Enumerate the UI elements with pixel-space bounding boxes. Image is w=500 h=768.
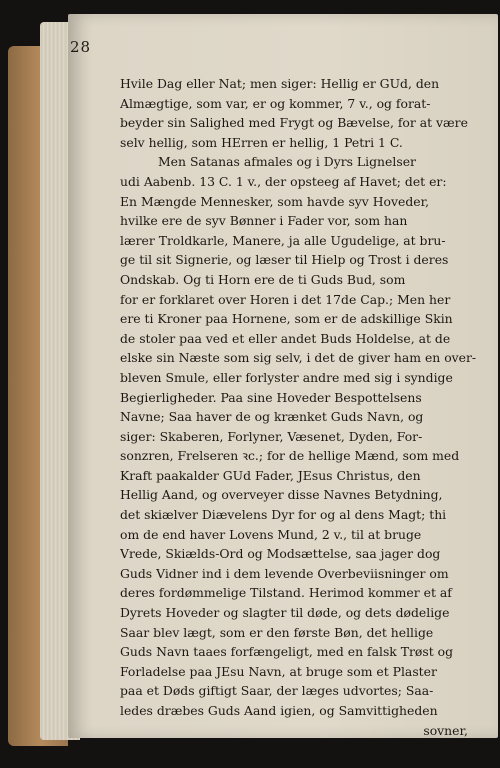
text-line: Guds Vidner ind i dem levende Overbeviisninger om — [120, 565, 449, 581]
text-line: Forladelse paa JEsu Navn, at bruge som et Plaster — [120, 663, 437, 679]
text-line: deres fordømmelige Tilstand. Herimod kommer et af — [120, 585, 452, 601]
text-line: hvilke ere de syv Bønner i Fader vor, som han — [120, 213, 408, 229]
text-line: om de end haver Lovens Mund, 2 v., til at bruge — [120, 526, 422, 542]
catchword: sovner, — [423, 722, 468, 738]
text-line: Hellig Aand, og overveyer disse Navnes Betydning, — [120, 487, 443, 503]
text-line: beyder sin Salighed med Frygt og Bævelse, for at være — [120, 115, 468, 131]
text-line: paa et Døds giftigt Saar, der læges udvortes; Saa- — [120, 683, 434, 699]
text-line: Navne; Saa haver de og krænket Guds Navn, og — [120, 409, 424, 425]
text-line: elske sin Næste som sig selv, i det de giver ham en over- — [120, 350, 477, 366]
text-line: for er forklaret over Horen i det 17de Cap.; Men her — [120, 291, 451, 307]
text-line: bleven Smule, eller forlyster andre med sig i syndige — [120, 369, 453, 385]
text-line: lærer Troldkarle, Manere, ja alle Ugudelige, at bru- — [120, 232, 446, 248]
text-line: Begierligheder. Paa sine Hoveder Bespottelsens — [120, 389, 422, 405]
text-line: siger: Skaberen, Forlyner, Væsenet, Dyden, For- — [120, 428, 423, 444]
text-line: de stoler paa ved et eller andet Buds Holdelse, at de — [120, 330, 451, 346]
text-line: Almægtige, som var, er og kommer, 7 v., og forat- — [120, 95, 431, 111]
text-line: En Mængde Mennesker, som havde syv Hoveder, — [120, 193, 430, 209]
text-line: selv hellig, som HErren er hellig, 1 Petri 1 C. — [120, 134, 403, 150]
text-line: Dyrets Hoveder og slagter til døde, og dets dødelige — [120, 605, 450, 621]
text-line: Men Satanas afmales og i Dyrs Lignelser — [158, 154, 416, 170]
text-line: ledes dræbes Guds Aand igien, og Samvittigheden — [120, 703, 438, 718]
text-line: det skiælver Diævelens Dyr for og al dens Magt; thi — [120, 507, 447, 523]
page-number: 28 — [70, 38, 92, 56]
text-line: Saar blev lægt, som er den første Bøn, det hellige — [120, 624, 434, 640]
body-text — [120, 74, 488, 740]
text-line: Hvile Dag eller Nat; men siger: Hellig er GUd, den — [120, 76, 440, 91]
text-line: ere ti Kroner paa Hornene, som er de adskillige Skin — [120, 311, 453, 327]
text-line: Kraft paakalder GUd Fader, JEsus Christus, den — [120, 467, 421, 483]
text-line: ge til sit Signerie, og læser til Hielp og Trost i deres — [120, 252, 449, 268]
text-line: sonzren, Frelseren ꝛc.; for de hellige Mænd, som med — [120, 448, 460, 464]
text-line: udi Aabenb. 13 C. 1 v., der opsteeg af Havet; det er: — [120, 173, 447, 189]
text-line: Ondskab. Og ti Horn ere de ti Guds Bud, som — [120, 271, 406, 287]
text-line: Vrede, Skiælds-Ord og Modsættelse, saa jager dog — [120, 546, 441, 562]
text-line: Guds Navn taaes forfængeligt, med en falsk Trøst og — [120, 644, 454, 660]
